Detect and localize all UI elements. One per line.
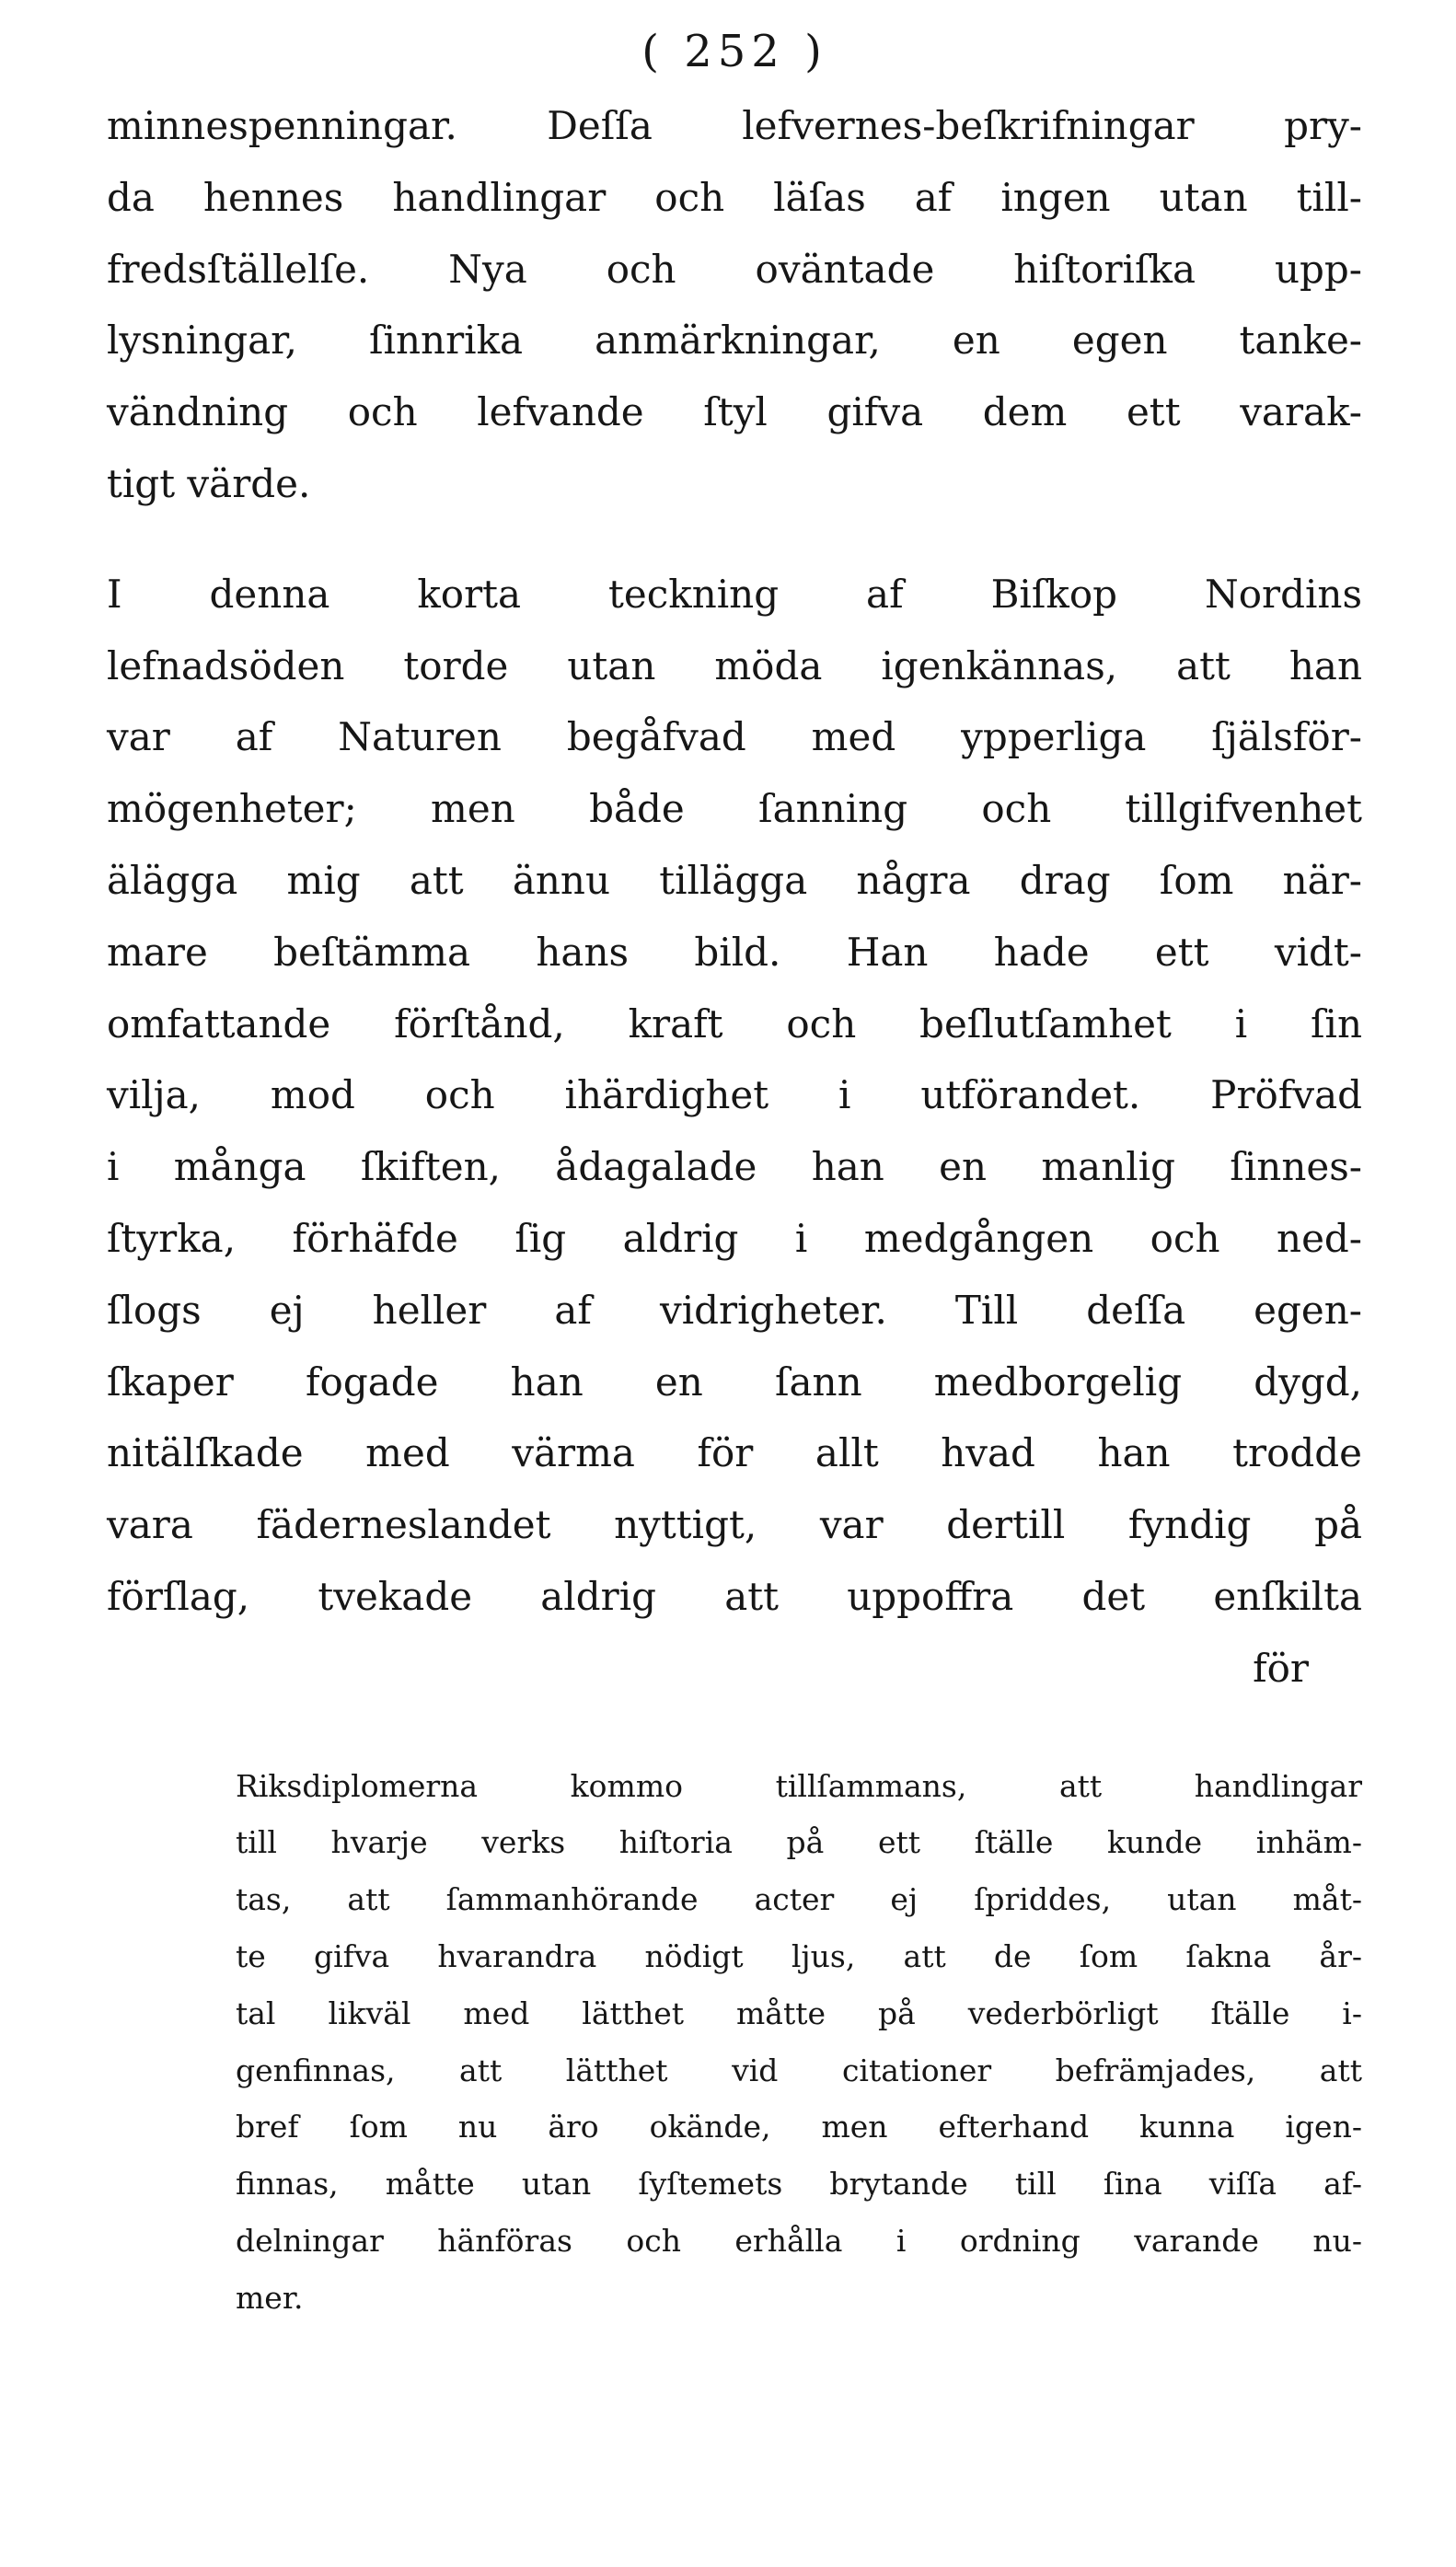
catchword: för [1253, 1645, 1309, 1691]
text-line: lysningar, ſinnrika anmärkningar, en egen tanke- [107, 318, 1362, 364]
paragraph-spacer [107, 520, 1362, 559]
text-line: nitälſkade med värma för allt hvad han trodde [107, 1430, 1362, 1476]
footnote-line: te gifva hvarandra nödigt ljus, att de ſom ſakna år- [236, 1937, 1362, 1974]
text-line: vändning och lefvande ſtyl gifva dem ett varak- [107, 389, 1362, 435]
paragraph-1 [107, 90, 1362, 520]
footnote-line: bref ſom nu äro okände, men efterhand kunna igen- [236, 2109, 1362, 2145]
footnote-line: genfinnas, att lätthet vid citationer befrämjades, att [236, 2052, 1362, 2088]
text-line: förſlag, tvekade aldrig att uppoffra det enſkilta [107, 1573, 1362, 1619]
text-line: i många ſkiften, ådagalade han en manlig ſinnes- [107, 1144, 1362, 1190]
text-line: mare beſtämma hans bild. Han hade ett vidt- [107, 929, 1362, 975]
footnote-line: delningar hänföras och erhålla i ordning varande nu- [236, 2222, 1362, 2259]
text-line: omfattande förſtånd, kraft och beſlutſamhet i ſin [107, 1000, 1362, 1046]
page-number: ( 252 ) [641, 26, 827, 77]
footnote-line: tas, att ſammanhörande acter ej ſpriddes, utan måt- [236, 1881, 1362, 1918]
text-line: lefnadsöden torde utan möda igenkännas, att han [107, 642, 1362, 688]
text-line: vilja, mod och ihärdighet i utförandet. Pröfvad [107, 1072, 1362, 1118]
footnote [107, 1758, 1362, 2327]
paragraph-2 [107, 559, 1362, 1633]
footnote-line: finnas, måtte utan ſyſtemets brytande till ſina viſſa af- [236, 2166, 1362, 2203]
main-text [107, 90, 1362, 1633]
footnote-line: till hvarje verks hiſtoria på ett ſtälle kunde inhäm- [236, 1824, 1362, 1861]
text-line: älägga mig att ännu tillägga några drag ſom när- [107, 857, 1362, 903]
footnote-line: tal likväl med lätthet måtte på vederbörligt ſtälle i- [236, 1995, 1362, 2031]
text-line: fredsſtällelſe. Nya och oväntade hiſtoriſka upp- [107, 246, 1362, 292]
text-line: I denna korta teckning af Biſkop Nordins [107, 571, 1362, 617]
text-line: ſlogs ej heller af vidrigheter. Till deſſa egen- [107, 1287, 1362, 1333]
text-line: tigt värde. [107, 460, 311, 506]
text-line: da hennes handlingar och läſas af ingen utan till- [107, 174, 1362, 220]
text-line: vara fäderneslandet nyttigt, var dertill fyndig på [107, 1502, 1362, 1548]
text-line: ſkaper fogade han en ſann medborgelig dygd, [107, 1359, 1362, 1405]
footnote-line: Riksdiplomerna kommo tillſammans, att handlingar [236, 1767, 1362, 1804]
text-line: mögenheter; men både ſanning och tillgifvenhet [107, 786, 1362, 832]
text-line: var af Naturen begåfvad med ypperliga ſjälsför- [107, 714, 1362, 760]
footnote-line: mer. [236, 2279, 304, 2316]
text-line: ſtyrka, förhäfde ſig aldrig i medgången och ned- [107, 1215, 1362, 1261]
text-line: minnespenningar. Deſſa lefvernes-beſkrifningar pry- [107, 103, 1362, 148]
